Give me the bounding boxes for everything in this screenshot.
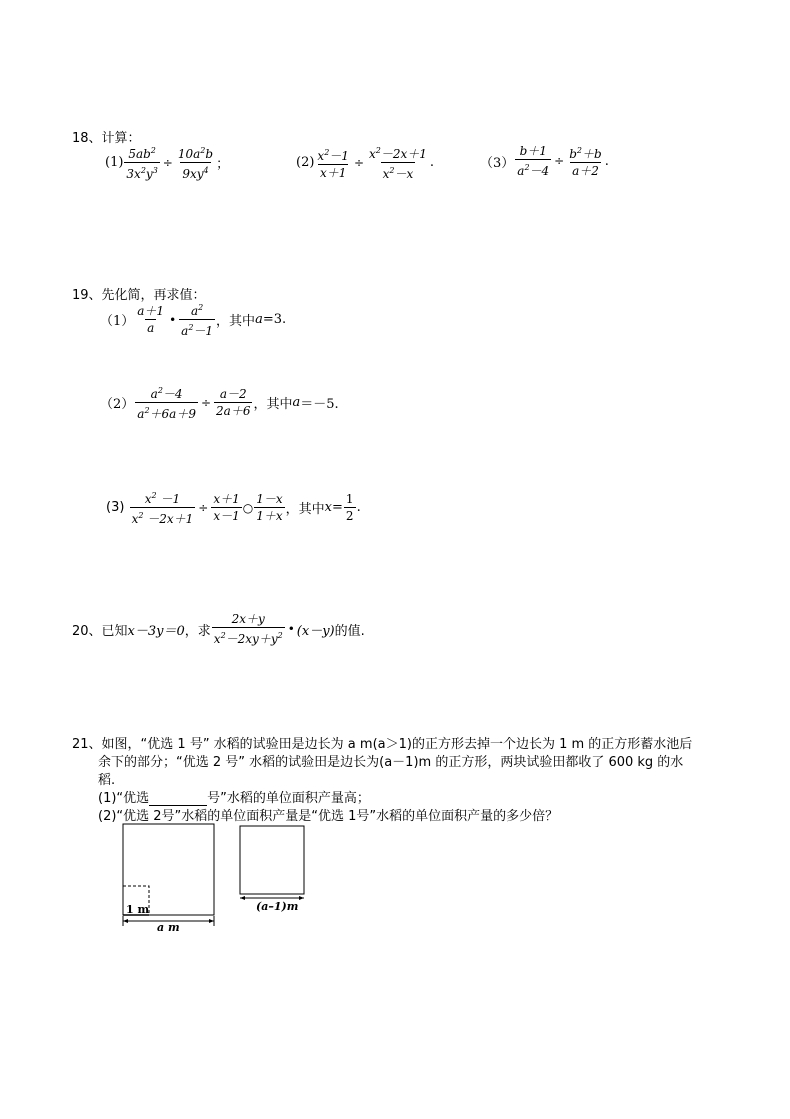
- q21-line1: 21、如图，“优选 1 号” 水稻的试验田是边长为 a m(a＞1)的正方形去掉一个边长为 1 m 的正方形蓄水池后: [72, 737, 693, 752]
- q21-sub1-b: 号”水稻的单位面积产量高；: [207, 791, 370, 806]
- q19-p2-condition: ，其中: [253, 397, 293, 412]
- q18-part2: (2) $\frac{x^2-1}{x+1}$ ÷ $\frac{x^2-2x+1}{x^2-x}$ .: [296, 146, 435, 181]
- label-am: a m: [157, 921, 180, 934]
- fraction: $\frac{x^2-1}{x+1}$: [317, 147, 349, 180]
- fraction: $\frac{x^2-2x+1}{x^2-x}$: [369, 146, 427, 181]
- fraction: $\frac{x+1}{x-1}$: [213, 492, 240, 523]
- q19-heading: 19、先化简，再求值：: [72, 288, 206, 303]
- fraction: $\frac{a+1}{a}$: [137, 304, 165, 335]
- q19-part3: (3) $\frac{x^2 -1}{x^2 -2x+1}$ ÷ $\frac{x+1}{x-1}$ ○ $\frac{1-x}{1+x}$ ，其中x= $\frac{1}{2}$ .: [106, 491, 361, 526]
- fraction: $\frac{1-x}{1+x}$: [256, 492, 283, 523]
- q19-p2-value: ＝－5.: [300, 397, 339, 412]
- fraction: $\frac{x^2 -1}{x^2 -2x+1}$: [131, 491, 194, 526]
- fraction: $\frac{10a^2b}{9xy^4}$: [177, 146, 214, 181]
- q21-sub1-a: (1)“优选: [98, 791, 150, 806]
- q19-part2: （2） $\frac{a^2-4}{a^2+6a+9}$ ÷ $\frac{a-2}{2a+6}$ ，其中a＝－5.: [100, 386, 339, 421]
- q19-p3-condition: ，其中: [285, 502, 325, 517]
- fraction: $\frac{a^2}{a^2-1}$: [181, 303, 214, 338]
- q21-sub1: [98, 787, 370, 806]
- q19-p3-value: =: [332, 500, 343, 515]
- label-1m: 1 m: [126, 903, 150, 916]
- field-1-square: [123, 824, 214, 915]
- q18-p2-label: (2): [296, 155, 315, 170]
- q18-part3: （3） $\frac{b+1}{a^2-4}$ ÷ $\frac{b^2+b}{a+2}$ .: [480, 144, 609, 178]
- q19-part1: （1） $\frac{a+1}{a}$ • $\frac{a^2}{a^2-1}$ ，其中a=3.: [100, 303, 287, 338]
- fraction: $\frac{a^2-4}{a^2+6a+9}$: [137, 386, 196, 421]
- q20: 20、已知x－3y＝0，求 $\frac{2x+y}{x^2-2xy+y^2}$ • (x－y)的值.: [72, 612, 365, 646]
- q20-text-a: 20、已知: [72, 623, 128, 639]
- label-a1m: (a–1)m: [256, 900, 299, 913]
- fraction: $\frac{a-2}{2a+6}$: [216, 387, 251, 418]
- q18-heading: 18、计算：: [72, 131, 141, 146]
- q21-figure: [115, 820, 315, 938]
- q19-p1-value: =3.: [262, 312, 287, 327]
- q19-p1-label: （1）: [100, 314, 135, 329]
- q18-p3-label: （3）: [480, 155, 515, 171]
- fraction: $\frac{1}{2}$: [345, 492, 354, 523]
- q19-p2-label: （2）: [100, 397, 135, 412]
- q21-sub2: (2)“优选 2号”水稻的单位面积产量是“优选 1号”水稻的单位面积产量的多少倍？: [98, 809, 559, 824]
- q21-line3: 稻.: [98, 773, 116, 788]
- q19-p3-label: (3): [106, 500, 125, 515]
- fraction: $\frac{5ab^2}{3x^2y^3}$: [126, 146, 158, 181]
- q21-line2: 余下的部分；“优选 2 号” 水稻的试验田是边长为(a－1)m 的正方形，两块试验田都收了 600 kg 的水: [98, 755, 684, 770]
- q18-p1-label: (1): [105, 155, 124, 170]
- q18-part1: (1) $\frac{5ab^2}{3x^2y^3}$ ÷ $\frac{10a^2b}{9xy^4}$ ；: [105, 146, 230, 181]
- q20-text-c: 的值.: [334, 623, 365, 639]
- fraction: $\frac{b^2+b}{a+2}$: [569, 146, 602, 178]
- q19-p1-condition: ，其中: [216, 314, 256, 329]
- fraction: $\frac{2x+y}{x^2-2xy+y^2}$: [213, 612, 283, 646]
- field-2-square: [240, 826, 304, 894]
- q20-text-b: ，求: [184, 623, 211, 639]
- fraction: $\frac{b+1}{a^2-4}$: [517, 144, 550, 178]
